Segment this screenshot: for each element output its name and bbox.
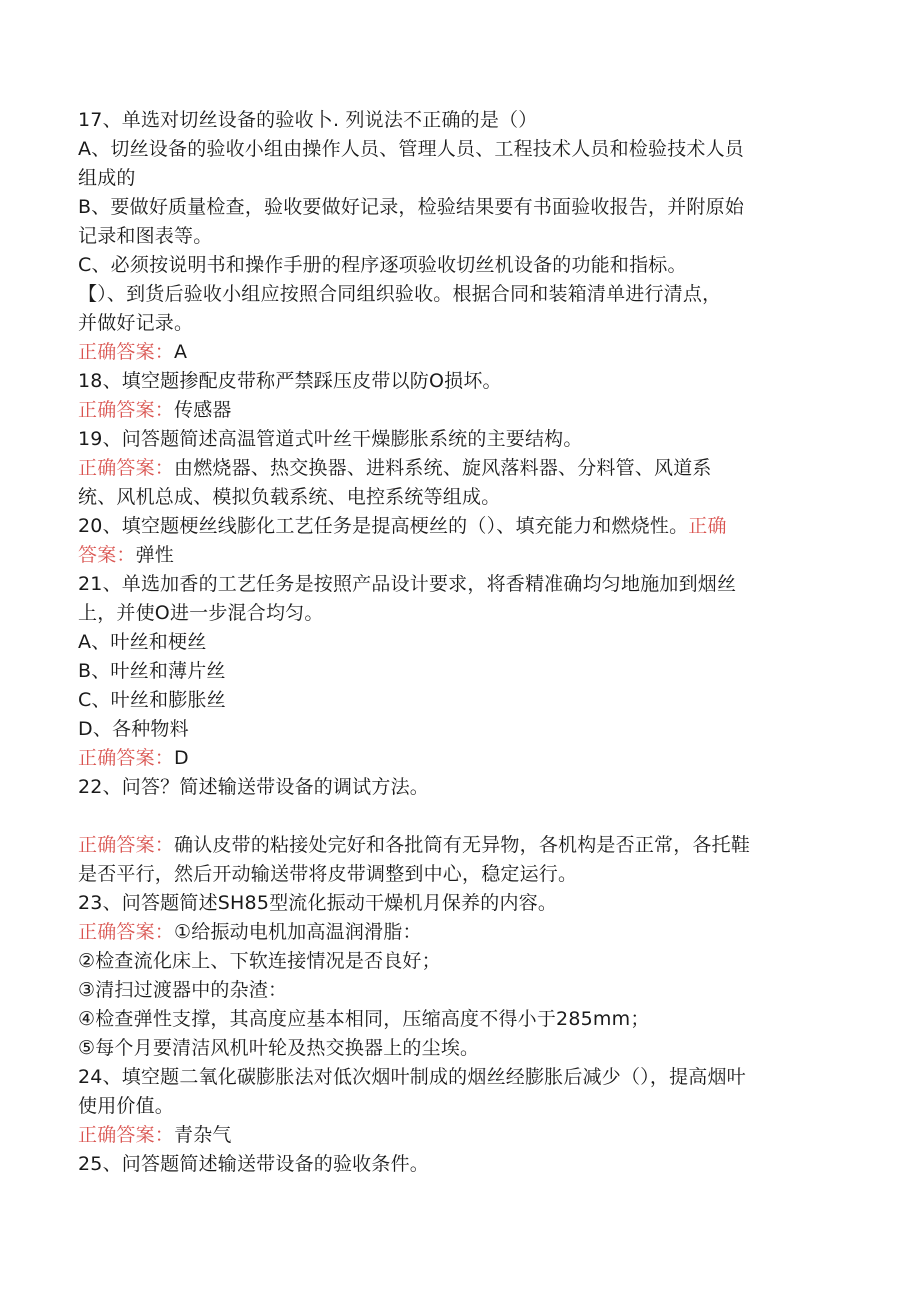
answer-label: 正确答案： bbox=[78, 834, 175, 856]
question-20-text: 20、填空题梗丝线膨化工艺任务是提高梗丝的（）、填充能力和燃烧性。 bbox=[78, 515, 689, 537]
answer-value: A bbox=[174, 341, 188, 363]
question-23-answer-item-2: ②检查流化床上、下软连接情况是否良好； bbox=[78, 950, 441, 972]
answer-label-part2: 答案： bbox=[78, 544, 136, 566]
answer-label: 正确答案： bbox=[78, 747, 175, 769]
question-25-stem: 25、问答题简述输送带设备的验收条件。 bbox=[78, 1153, 429, 1175]
question-17-option-a: A、切丝设备的验收小组由操作人员、管理人员、工程技术人员和检验技术人员 bbox=[78, 138, 744, 160]
answer-value: 青杂气 bbox=[174, 1124, 232, 1146]
question-17-option-b: B、要做好质量检查，验收要做好记录，检验结果要有书面验收报告，并附原始 bbox=[78, 196, 745, 218]
answer-value: D bbox=[174, 747, 189, 769]
answer-label-part1: 正确 bbox=[688, 515, 727, 537]
answer-label: 正确答案： bbox=[78, 921, 175, 943]
answer-value: 传感器 bbox=[174, 399, 232, 421]
spacer bbox=[78, 802, 838, 831]
question-21-stem: 21、单选加香的工艺任务是按照产品设计要求，将香精准确均匀地施加到烟丝 bbox=[78, 573, 737, 595]
question-19-answer-cont: 统、风机总成、模拟负载系统、电控系统等组成。 bbox=[78, 486, 501, 508]
question-19-stem: 19、问答题简述高温管道式叶丝干燥膨胀系统的主要结构。 bbox=[78, 428, 583, 450]
question-23-answer-item-5: ⑤每个月要清洁风机叶轮及热交换器上的尘埃。 bbox=[78, 1037, 480, 1059]
question-20-answer bbox=[78, 541, 838, 570]
question-23-answer-item-3: ③清扫过渡器中的杂渣： bbox=[78, 979, 288, 1001]
question-17-option-b-cont: 记录和图表等。 bbox=[78, 225, 213, 247]
question-22-answer bbox=[78, 831, 838, 860]
question-17-answer bbox=[78, 338, 838, 367]
question-23-answer-item-4: ④检查弹性支撑，其高度应基本相同，压缩高度不得小于285mm； bbox=[78, 1008, 650, 1030]
answer-label: 正确答案： bbox=[78, 457, 175, 479]
question-19-answer bbox=[78, 454, 838, 483]
question-21-option-a: A、叶丝和梗丝 bbox=[78, 631, 207, 653]
question-18-answer bbox=[78, 396, 838, 425]
question-22-answer-cont: 是否平行，然后开动输送带将皮带调整到中心，稳定运行。 bbox=[78, 863, 578, 885]
question-17-option-c: C、必须按说明书和操作手册的程序逐项验收切丝机设备的功能和指标。 bbox=[78, 254, 687, 276]
question-17-option-d-cont: 并做好记录。 bbox=[78, 312, 194, 334]
question-17-option-d: 【）、到货后验收小组应按照合同组织验收。根据合同和装箱清单进行清点， bbox=[78, 283, 722, 305]
question-20-stem bbox=[78, 512, 838, 541]
question-21-option-d: D、各种物料 bbox=[78, 718, 189, 740]
question-21-option-c: C、叶丝和膨胀丝 bbox=[78, 689, 226, 711]
answer-value: 确认皮带的粘接处完好和各批筒有无异物，各机构是否正常，各托鞋 bbox=[174, 834, 751, 856]
question-24-answer bbox=[78, 1121, 838, 1150]
question-23-answer bbox=[78, 918, 838, 947]
question-17-stem: 17、单选对切丝设备的验收卜. 列说法不正确的是（） bbox=[78, 109, 538, 131]
question-23-stem: 23、问答题简述SH85型流化振动干燥机月保养的内容。 bbox=[78, 892, 558, 914]
question-18-stem: 18、填空题掺配皮带称严禁踩压皮带以防O损坏。 bbox=[78, 370, 502, 392]
question-22-stem: 22、问答？简述输送带设备的调试方法。 bbox=[78, 776, 429, 798]
answer-label: 正确答案： bbox=[78, 399, 175, 421]
answer-label: 正确答案： bbox=[78, 1124, 175, 1146]
question-24-stem: 24、填空题二氧化碳膨胀法对低次烟叶制成的烟丝经膨胀后减少（），提高烟叶 bbox=[78, 1066, 746, 1088]
answer-label: 正确答案： bbox=[78, 341, 175, 363]
answer-value: 弹性 bbox=[135, 544, 175, 566]
question-21-answer bbox=[78, 744, 838, 773]
question-21-stem-cont: 上，并使O进一步混合均匀。 bbox=[78, 602, 324, 624]
question-21-option-b: B、叶丝和薄片丝 bbox=[78, 660, 226, 682]
question-17-option-a-cont: 组成的 bbox=[78, 167, 136, 189]
document-body bbox=[78, 106, 838, 1179]
answer-value: ①给振动电机加高温润滑脂： bbox=[174, 921, 422, 943]
answer-value: 由燃烧器、热交换器、进料系统、旋风落料器、分料管、风道系 bbox=[174, 457, 712, 479]
question-24-stem-cont: 使用价值。 bbox=[78, 1095, 175, 1117]
